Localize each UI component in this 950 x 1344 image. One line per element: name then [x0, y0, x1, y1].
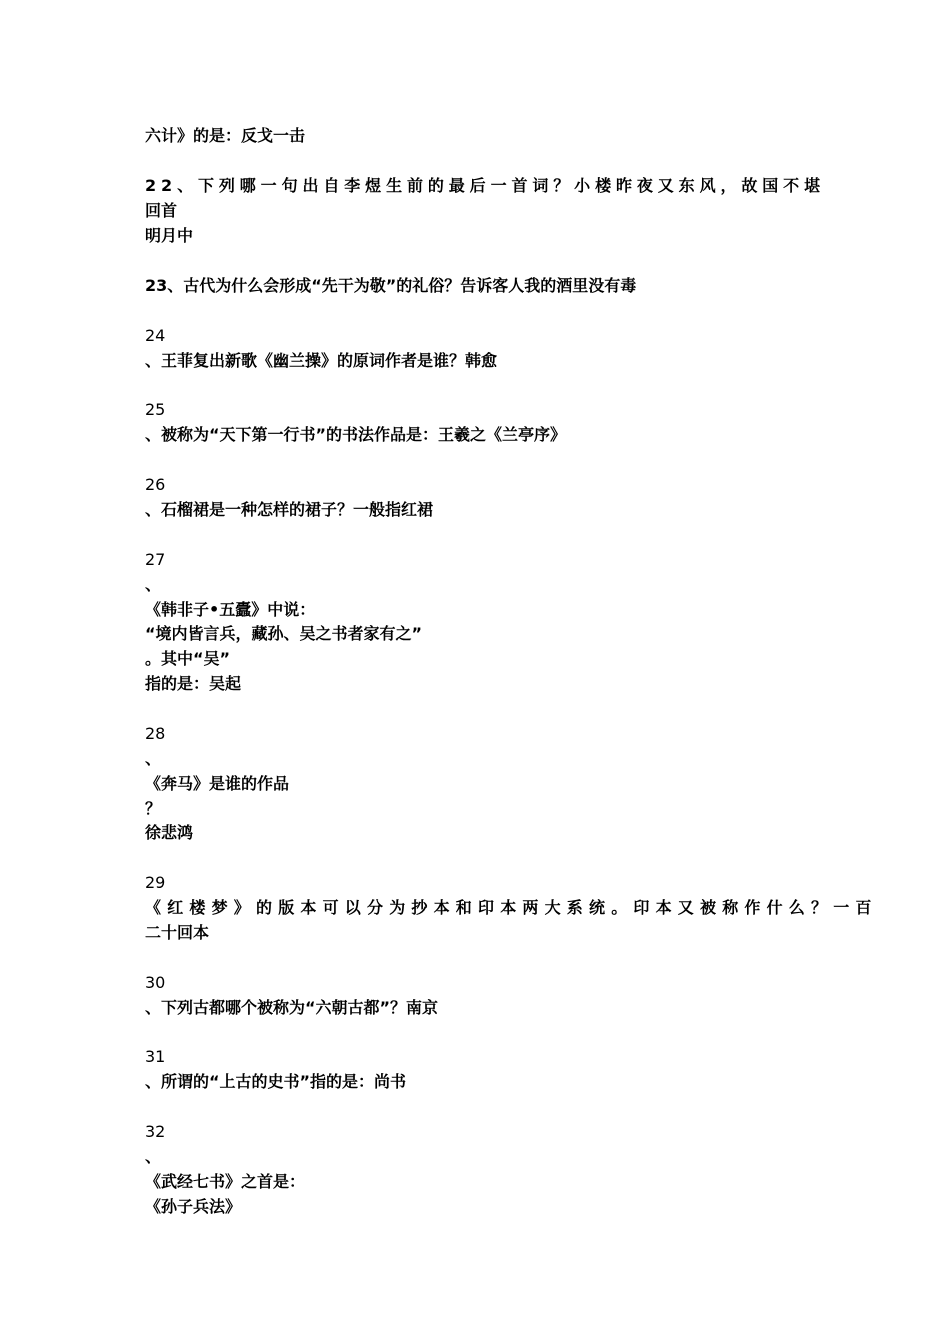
question-30: 、下列古都哪个被称为“六朝古都”？南京: [145, 998, 439, 1017]
text-line: 、: [145, 575, 162, 594]
question-number: 32: [145, 1122, 166, 1141]
text-line: ？: [145, 799, 162, 818]
question-32: 《武经七书》之首是：: [145, 1172, 306, 1191]
text-line: 徐悲鸿: [145, 823, 194, 842]
question-25: 、被称为“天下第一行书”的书法作品是：王羲之《兰亭序》: [145, 425, 567, 444]
question-number: 27: [145, 550, 166, 569]
question-28: 《奔马》是谁的作品: [145, 774, 290, 793]
text-line: 指的是：吴起: [145, 674, 242, 693]
text-line: 明月中: [145, 226, 194, 245]
text-line: 《孙子兵法》: [145, 1197, 242, 1216]
question-number: 30: [145, 973, 166, 992]
text-line: “境内皆言兵，藏孙、吴之书者家有之”: [145, 624, 423, 643]
question-24: 、王菲复出新歌《幽兰操》的原词作者是谁？韩愈: [145, 351, 498, 370]
question-23: 23、古代为什么会形成“先干为敬”的礼俗？告诉客人我的酒里没有毒: [145, 276, 637, 295]
text-line: 。其中“吴”: [145, 649, 231, 668]
text-line: 二十回本: [145, 923, 210, 942]
question-31: 、所谓的“上古的史书”指的是：尚书: [145, 1072, 407, 1091]
question-number: 31: [145, 1047, 166, 1066]
question-number: 24: [145, 326, 166, 345]
text-line: 、: [145, 1147, 162, 1166]
text-line: 回首: [145, 201, 178, 220]
question-29: 《红楼梦》的版本可以分为抄本和印本两大系统。印本又被称作什么？一百: [145, 898, 878, 917]
question-number: 28: [145, 724, 166, 743]
question-26: 、石榴裙是一种怎样的裙子？一般指红裙: [145, 500, 434, 519]
question-number: 26: [145, 475, 166, 494]
text-line: 六计》的是：反戈一击: [145, 126, 306, 145]
question-22: 22、下列哪一句出自李煜生前的最后一首词？小楼昨夜又东风，故国不堪: [145, 176, 825, 195]
text-line: 、: [145, 749, 162, 768]
question-number: 29: [145, 873, 166, 892]
question-number: 25: [145, 400, 166, 419]
question-27: 《韩非子•五蠹》中说：: [145, 600, 316, 619]
